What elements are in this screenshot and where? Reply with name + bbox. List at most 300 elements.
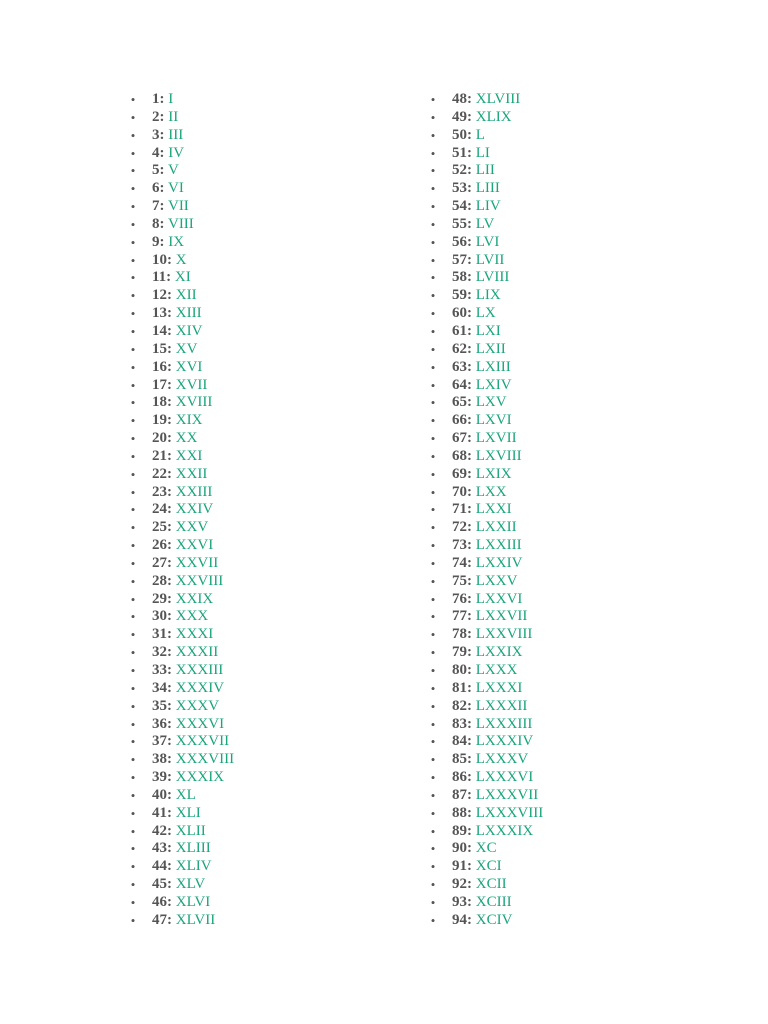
bullet-icon: • <box>430 234 436 250</box>
bullet-icon: • <box>130 805 136 821</box>
item-roman-numeral: XIII <box>175 305 202 322</box>
item-roman-numeral: XIV <box>175 322 203 339</box>
item-number: 92: <box>452 876 472 893</box>
bullet-icon: • <box>130 145 136 161</box>
item-roman-numeral: XXXV <box>175 697 220 714</box>
list-item <box>428 876 543 894</box>
item-roman-numeral: XXI <box>175 447 203 464</box>
bullet-icon: • <box>130 288 136 304</box>
list-item <box>128 180 234 198</box>
item-number: 57: <box>452 251 472 268</box>
bullet-icon: • <box>430 859 436 875</box>
item-number: 74: <box>452 554 472 571</box>
list-item <box>128 448 234 466</box>
list-item <box>128 359 234 377</box>
list-item <box>428 216 543 234</box>
bullet-icon: • <box>130 484 136 500</box>
list-item <box>128 252 234 270</box>
list-item <box>128 644 234 662</box>
item-roman-numeral: XXXIII <box>175 662 224 678</box>
item-number: 84: <box>452 733 472 750</box>
list-item <box>128 608 234 626</box>
item-number: 32: <box>152 644 172 661</box>
list-item <box>128 876 234 894</box>
item-number: 76: <box>452 590 472 607</box>
item-roman-numeral: LXXXVII <box>475 786 539 803</box>
item-roman-numeral: IX <box>168 233 185 250</box>
list-item <box>428 716 543 734</box>
list-item <box>428 858 543 876</box>
item-number: 58: <box>452 269 472 286</box>
bullet-icon: • <box>430 734 436 750</box>
item-number: 55: <box>452 215 472 232</box>
list-item <box>128 733 234 751</box>
list-item <box>428 466 543 484</box>
item-roman-numeral: XV <box>175 340 198 357</box>
list-item <box>428 91 543 109</box>
item-roman-numeral: LVI <box>475 233 500 250</box>
item-number: 61: <box>452 322 472 339</box>
bullet-icon: • <box>430 645 436 661</box>
bullet-icon: • <box>430 573 436 589</box>
item-number: 52: <box>452 162 472 179</box>
item-number: 40: <box>152 786 172 803</box>
item-roman-numeral: LXXVIII <box>475 626 533 643</box>
list-item <box>428 805 543 823</box>
bullet-icon: • <box>130 466 136 482</box>
bullet-icon: • <box>130 698 136 714</box>
bullet-icon: • <box>430 163 436 179</box>
item-number: 77: <box>452 608 472 625</box>
item-number: 71: <box>452 501 472 518</box>
item-number: 63: <box>452 358 472 375</box>
list-item <box>428 162 543 180</box>
item-roman-numeral: LXXIX <box>475 644 523 661</box>
bullet-icon: • <box>430 663 436 678</box>
bullet-icon: • <box>130 377 136 393</box>
item-number: 59: <box>452 287 472 304</box>
item-number: 66: <box>452 412 472 429</box>
bullet-icon: • <box>130 395 136 411</box>
item-number: 22: <box>152 465 172 482</box>
item-roman-numeral: XCIII <box>475 893 512 910</box>
list-item <box>128 805 234 823</box>
list-item <box>428 840 543 858</box>
list-item <box>428 234 543 252</box>
item-number: 94: <box>452 911 472 928</box>
bullet-icon: • <box>130 127 136 143</box>
bullet-icon: • <box>430 698 436 714</box>
bullet-icon: • <box>430 877 436 893</box>
item-roman-numeral: LXXXII <box>475 697 528 714</box>
item-number: 45: <box>152 876 172 893</box>
item-roman-numeral: LIV <box>475 198 501 215</box>
list-item <box>428 894 543 912</box>
list-item <box>428 394 543 412</box>
list-item <box>128 501 234 519</box>
item-number: 83: <box>452 715 472 732</box>
item-roman-numeral: L <box>475 126 485 143</box>
item-number: 82: <box>452 697 472 714</box>
item-number: 88: <box>452 804 472 821</box>
bullet-icon: • <box>130 270 136 286</box>
list-item <box>128 287 234 305</box>
item-number: 37: <box>152 733 172 750</box>
item-number: 54: <box>452 198 472 215</box>
item-number: 25: <box>152 519 172 536</box>
list-item <box>128 626 234 644</box>
bullet-icon: • <box>130 181 136 197</box>
item-roman-numeral: III <box>168 126 184 143</box>
item-roman-numeral: XXXII <box>175 644 219 661</box>
item-roman-numeral: XXVI <box>175 537 214 554</box>
list-item <box>128 377 234 395</box>
bullet-icon: • <box>430 894 436 910</box>
item-number: 69: <box>452 465 472 482</box>
list-item <box>128 234 234 252</box>
bullet-icon: • <box>430 181 436 197</box>
bullet-icon: • <box>130 199 136 215</box>
item-roman-numeral: XXVIII <box>175 572 224 589</box>
list-item <box>428 626 543 644</box>
item-roman-numeral: LXXIII <box>475 537 522 554</box>
bullet-icon: • <box>430 823 436 839</box>
item-roman-numeral: XXV <box>175 519 209 536</box>
list-item <box>428 912 543 930</box>
list-item <box>428 305 543 323</box>
item-number: 26: <box>152 537 172 554</box>
item-roman-numeral: XX <box>175 430 198 447</box>
bullet-icon: • <box>430 359 436 375</box>
item-roman-numeral: LXXI <box>475 501 512 518</box>
item-number: 1: <box>152 91 165 107</box>
item-roman-numeral: LI <box>475 144 490 161</box>
item-roman-numeral: LII <box>475 162 495 179</box>
item-roman-numeral: XXVII <box>175 554 219 571</box>
list-item <box>428 769 543 787</box>
item-number: 39: <box>152 769 172 786</box>
bullet-icon: • <box>430 431 436 447</box>
bullet-icon: • <box>130 591 136 607</box>
list-item <box>128 823 234 841</box>
item-roman-numeral: LXXXIX <box>475 822 534 839</box>
list-item <box>128 519 234 537</box>
list-item <box>428 555 543 573</box>
list-item <box>128 216 234 234</box>
bullet-icon: • <box>130 770 136 786</box>
list-item <box>428 733 543 751</box>
bullet-icon: • <box>430 502 436 518</box>
bullet-icon: • <box>130 431 136 447</box>
item-number: 43: <box>152 840 172 857</box>
list-item <box>428 430 543 448</box>
item-roman-numeral: LXXIV <box>475 554 523 571</box>
bullet-icon: • <box>130 645 136 661</box>
item-roman-numeral: XVII <box>175 376 208 393</box>
item-number: 87: <box>452 786 472 803</box>
item-roman-numeral: LXXXVIII <box>475 804 544 821</box>
list-item <box>428 591 543 609</box>
item-roman-numeral: LXIV <box>475 376 512 393</box>
bullet-icon: • <box>430 609 436 625</box>
item-number: 33: <box>152 662 172 678</box>
bullet-icon: • <box>130 252 136 268</box>
item-number: 23: <box>152 483 172 500</box>
bullet-icon: • <box>430 127 436 143</box>
item-number: 46: <box>152 893 172 910</box>
item-roman-numeral: LXXV <box>475 572 518 589</box>
item-number: 24: <box>152 501 172 518</box>
list-item <box>128 858 234 876</box>
list-item <box>128 341 234 359</box>
bullet-icon: • <box>430 787 436 803</box>
bullet-icon: • <box>430 145 436 161</box>
list-item <box>128 484 234 502</box>
bullet-icon: • <box>130 716 136 732</box>
bullet-icon: • <box>130 841 136 857</box>
list-item <box>428 680 543 698</box>
bullet-icon: • <box>430 627 436 643</box>
item-roman-numeral: LXVII <box>475 430 517 447</box>
list-item <box>128 412 234 430</box>
bullet-icon: • <box>430 109 436 125</box>
list-item <box>428 698 543 716</box>
bullet-icon: • <box>430 520 436 536</box>
item-roman-numeral: XCI <box>475 858 502 875</box>
bullet-icon: • <box>430 591 436 607</box>
bullet-icon: • <box>430 306 436 322</box>
item-number: 38: <box>152 751 172 768</box>
item-roman-numeral: XXII <box>175 465 208 482</box>
bullet-icon: • <box>130 502 136 518</box>
item-roman-numeral: XLV <box>175 876 206 893</box>
item-roman-numeral: XLIII <box>175 840 211 857</box>
item-roman-numeral: XXXI <box>175 626 214 643</box>
item-roman-numeral: VII <box>167 198 189 215</box>
bullet-icon: • <box>430 270 436 286</box>
bullet-icon: • <box>130 216 136 232</box>
item-roman-numeral: XXXVI <box>175 715 225 732</box>
bullet-icon: • <box>430 912 436 928</box>
list-item <box>128 840 234 858</box>
item-roman-numeral: XXIX <box>175 590 214 607</box>
item-number: 48: <box>452 91 472 107</box>
item-number: 41: <box>152 804 172 821</box>
item-number: 2: <box>152 108 165 125</box>
item-roman-numeral: XXXIV <box>175 679 225 696</box>
item-number: 6: <box>152 180 165 197</box>
list-item <box>428 377 543 395</box>
list-item <box>128 145 234 163</box>
list-item <box>128 716 234 734</box>
bullet-icon: • <box>130 680 136 696</box>
item-roman-numeral: LXXXVI <box>475 769 534 786</box>
list-item <box>428 269 543 287</box>
item-number: 13: <box>152 305 172 322</box>
list-item <box>128 430 234 448</box>
item-number: 44: <box>152 858 172 875</box>
item-roman-numeral: LXXXIV <box>475 733 534 750</box>
item-roman-numeral: XLVI <box>175 893 211 910</box>
item-roman-numeral: LXVI <box>475 412 512 429</box>
item-roman-numeral: LXXXI <box>475 679 523 696</box>
item-number: 73: <box>452 537 472 554</box>
item-roman-numeral: XLVII <box>175 911 216 928</box>
item-roman-numeral: XIX <box>175 412 203 429</box>
item-roman-numeral: XC <box>475 840 497 857</box>
bullet-icon: • <box>130 752 136 768</box>
item-roman-numeral: LXI <box>475 322 501 339</box>
item-number: 62: <box>452 340 472 357</box>
item-number: 4: <box>152 144 165 161</box>
bullet-icon: • <box>130 627 136 643</box>
list-item <box>128 269 234 287</box>
item-roman-numeral: XVI <box>175 358 203 375</box>
bullet-icon: • <box>130 609 136 625</box>
list-item <box>128 573 234 591</box>
item-number: 89: <box>452 822 472 839</box>
list-item <box>128 769 234 787</box>
item-number: 42: <box>152 822 172 839</box>
list-item <box>428 608 543 626</box>
list-item <box>128 591 234 609</box>
item-roman-numeral: LXIII <box>475 358 511 375</box>
item-number: 18: <box>152 394 172 411</box>
list-item <box>128 394 234 412</box>
item-roman-numeral: LXIX <box>475 465 512 482</box>
list-item <box>428 180 543 198</box>
bullet-icon: • <box>130 413 136 429</box>
bullet-icon: • <box>430 466 436 482</box>
item-number: 93: <box>452 893 472 910</box>
bullet-icon: • <box>130 341 136 357</box>
item-number: 60: <box>452 305 472 322</box>
item-roman-numeral: XCII <box>475 876 507 893</box>
item-number: 7: <box>152 198 165 215</box>
item-roman-numeral: XXX <box>175 608 209 625</box>
list-item <box>428 823 543 841</box>
item-number: 31: <box>152 626 172 643</box>
item-roman-numeral: LXXVII <box>475 608 528 625</box>
item-roman-numeral: XLI <box>175 804 201 821</box>
list-item <box>128 787 234 805</box>
item-number: 51: <box>452 144 472 161</box>
item-number: 75: <box>452 572 472 589</box>
bullet-icon: • <box>130 323 136 339</box>
bullet-icon: • <box>430 413 436 429</box>
bullet-icon: • <box>430 288 436 304</box>
item-number: 20: <box>152 430 172 447</box>
bullet-icon: • <box>130 877 136 893</box>
item-roman-numeral: LXXII <box>475 519 517 536</box>
list-item <box>428 644 543 662</box>
item-roman-numeral: XLVIII <box>475 91 521 107</box>
item-roman-numeral: LXXVI <box>475 590 523 607</box>
item-roman-numeral: LVII <box>475 251 505 268</box>
item-number: 47: <box>152 911 172 928</box>
bullet-icon: • <box>130 448 136 464</box>
item-roman-numeral: XXXIX <box>175 769 225 786</box>
item-number: 65: <box>452 394 472 411</box>
item-number: 28: <box>152 572 172 589</box>
list-item <box>428 662 543 680</box>
item-roman-numeral: IV <box>168 144 185 161</box>
item-number: 17: <box>152 376 172 393</box>
bullet-icon: • <box>430 323 436 339</box>
list-item <box>128 555 234 573</box>
list-item <box>128 109 234 127</box>
item-number: 14: <box>152 322 172 339</box>
list-item <box>128 537 234 555</box>
bullet-icon: • <box>130 163 136 179</box>
bullet-icon: • <box>430 199 436 215</box>
bullet-icon: • <box>130 573 136 589</box>
item-number: 10: <box>152 251 172 268</box>
bullet-icon: • <box>430 805 436 821</box>
item-roman-numeral: LVIII <box>475 269 510 286</box>
list-item <box>428 787 543 805</box>
item-roman-numeral: XVIII <box>175 394 213 411</box>
item-roman-numeral: XL <box>175 786 196 803</box>
list-item <box>128 162 234 180</box>
list-item <box>428 501 543 519</box>
item-number: 36: <box>152 715 172 732</box>
item-roman-numeral: LX <box>475 305 496 322</box>
item-roman-numeral: LXXXIII <box>475 715 533 732</box>
bullet-icon: • <box>130 734 136 750</box>
item-roman-numeral: XLIX <box>475 108 512 125</box>
list-item <box>428 109 543 127</box>
item-roman-numeral: LXVIII <box>475 447 522 464</box>
item-roman-numeral: VIII <box>167 215 194 232</box>
list-item <box>428 359 543 377</box>
list-item <box>428 573 543 591</box>
item-number: 49: <box>452 108 472 125</box>
item-number: 64: <box>452 376 472 393</box>
item-number: 27: <box>152 554 172 571</box>
list-item <box>428 127 543 145</box>
list-item <box>428 145 543 163</box>
item-roman-numeral: XXXVIII <box>175 751 235 768</box>
item-number: 67: <box>452 430 472 447</box>
item-number: 30: <box>152 608 172 625</box>
bullet-icon: • <box>430 92 436 107</box>
bullet-icon: • <box>130 894 136 910</box>
item-roman-numeral: XLII <box>175 822 206 839</box>
item-number: 19: <box>152 412 172 429</box>
bullet-icon: • <box>130 912 136 928</box>
list-item <box>128 912 234 930</box>
list-item <box>128 894 234 912</box>
list-item <box>128 323 234 341</box>
item-number: 53: <box>452 180 472 197</box>
bullet-icon: • <box>130 359 136 375</box>
bullet-icon: • <box>130 555 136 571</box>
bullet-icon: • <box>130 538 136 554</box>
item-number: 85: <box>452 751 472 768</box>
item-number: 11: <box>152 269 172 286</box>
item-number: 35: <box>152 697 172 714</box>
bullet-icon: • <box>430 341 436 357</box>
bullet-icon: • <box>430 680 436 696</box>
item-roman-numeral: XI <box>174 269 191 286</box>
item-number: 15: <box>152 340 172 357</box>
list-item <box>428 519 543 537</box>
list-item <box>428 341 543 359</box>
list-item <box>428 287 543 305</box>
list-item <box>428 323 543 341</box>
list-item <box>128 698 234 716</box>
